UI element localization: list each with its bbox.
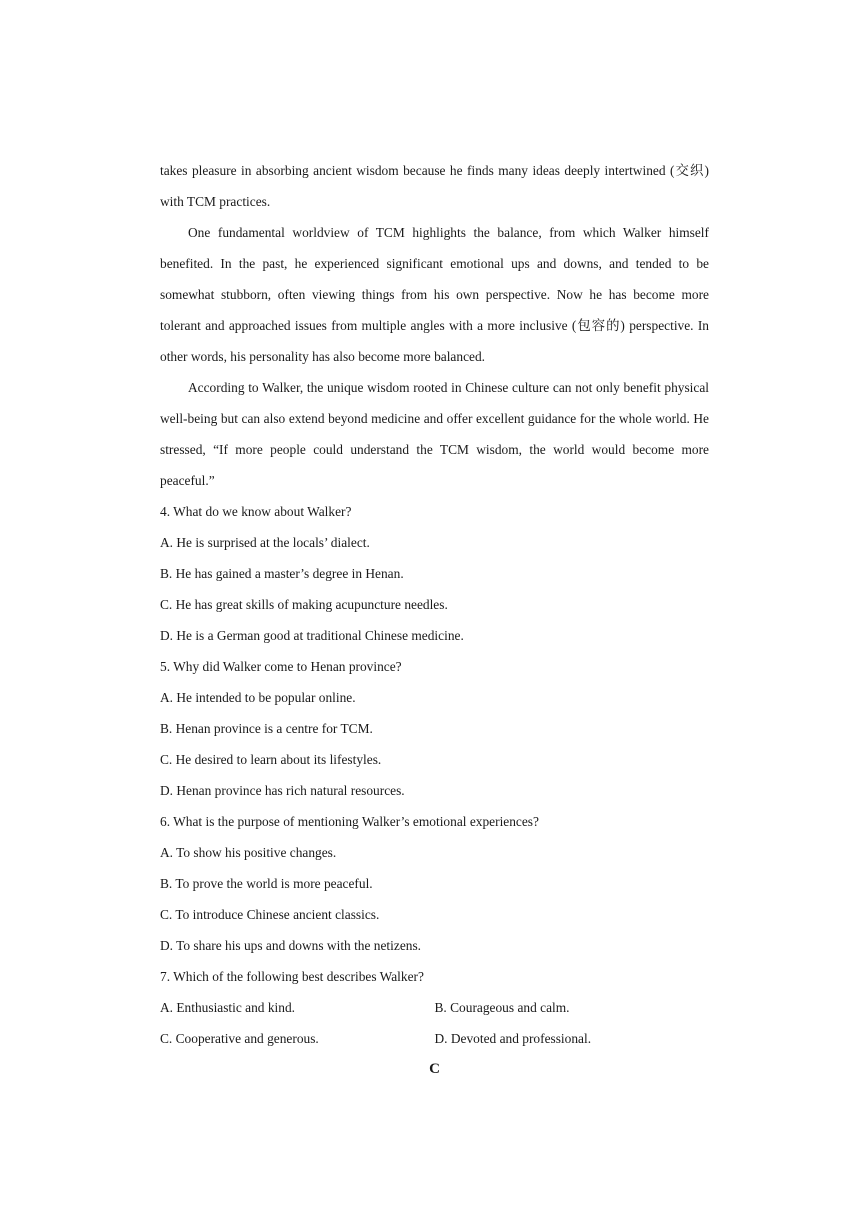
answer-option-c: C. Cooperative and generous. <box>160 1031 319 1046</box>
answer-option-d: D. Henan province has rich natural resources. <box>160 783 405 798</box>
question-4 <box>160 496 709 651</box>
answer-option-b: B. Henan province is a centre for TCM. <box>160 721 373 736</box>
answer-option-b: B. To prove the world is more peaceful. <box>160 876 373 891</box>
answer-option-a: A. Enthusiastic and kind. <box>160 1000 296 1015</box>
answer-option-d: D. To share his ups and downs with the netizens. <box>160 938 422 953</box>
document-page <box>160 155 709 1085</box>
question-stem: 4. What do we know about Walker? <box>160 504 352 519</box>
section-heading: C <box>429 1061 440 1077</box>
passage-paragraph-1: takes pleasure in absorbing ancient wisdom because he finds many ideas deeply intertwined (交织) with TCM practices. <box>160 163 709 209</box>
question-5 <box>160 651 709 806</box>
question-stem: 6. What is the purpose of mentioning Walker’s emotional experiences? <box>160 814 539 829</box>
passage-paragraph-3: According to Walker, the unique wisdom rooted in Chinese culture can not only benefit physical well-being but can also extend beyond medicine and offer excellent guidance for the whole world. He stressed, “If more people could understand the TCM wisdom, the world would become more peaceful.” <box>160 380 709 488</box>
question-stem: 7. Which of the following best describes Walker? <box>160 969 424 984</box>
question-stem: 5. Why did Walker come to Henan province? <box>160 659 402 674</box>
answer-option-a: A. He intended to be popular online. <box>160 690 356 705</box>
passage-paragraph-2: One fundamental worldview of TCM highlights the balance, from which Walker himself benefited. In the past, he experienced significant emotional ups and downs, and tended to be somewhat stubborn, often viewing things from his own perspective. Now he has become more tolerant and approached issues from multiple angles with a more inclusive (包容的) perspective. In other words, his personality has also become more balanced. <box>160 225 709 364</box>
answer-option-c: C. He has great skills of making acupuncture needles. <box>160 597 448 612</box>
answer-option-d: D. He is a German good at traditional Chinese medicine. <box>160 628 464 643</box>
answer-option-a: A. To show his positive changes. <box>160 845 337 860</box>
answer-option-a: A. He is surprised at the locals’ dialect. <box>160 535 370 550</box>
question-7 <box>160 961 709 1054</box>
answer-option-c: C. He desired to learn about its lifestyles. <box>160 752 382 767</box>
question-6 <box>160 806 709 961</box>
answer-options-row-1 <box>160 992 709 1023</box>
answer-option-b: B. Courageous and calm. <box>434 1000 570 1015</box>
answer-option-d: D. Devoted and professional. <box>434 1031 592 1046</box>
answer-option-b: B. He has gained a master’s degree in Henan. <box>160 566 404 581</box>
answer-options-row-2 <box>160 1023 709 1054</box>
answer-option-c: C. To introduce Chinese ancient classics. <box>160 907 380 922</box>
